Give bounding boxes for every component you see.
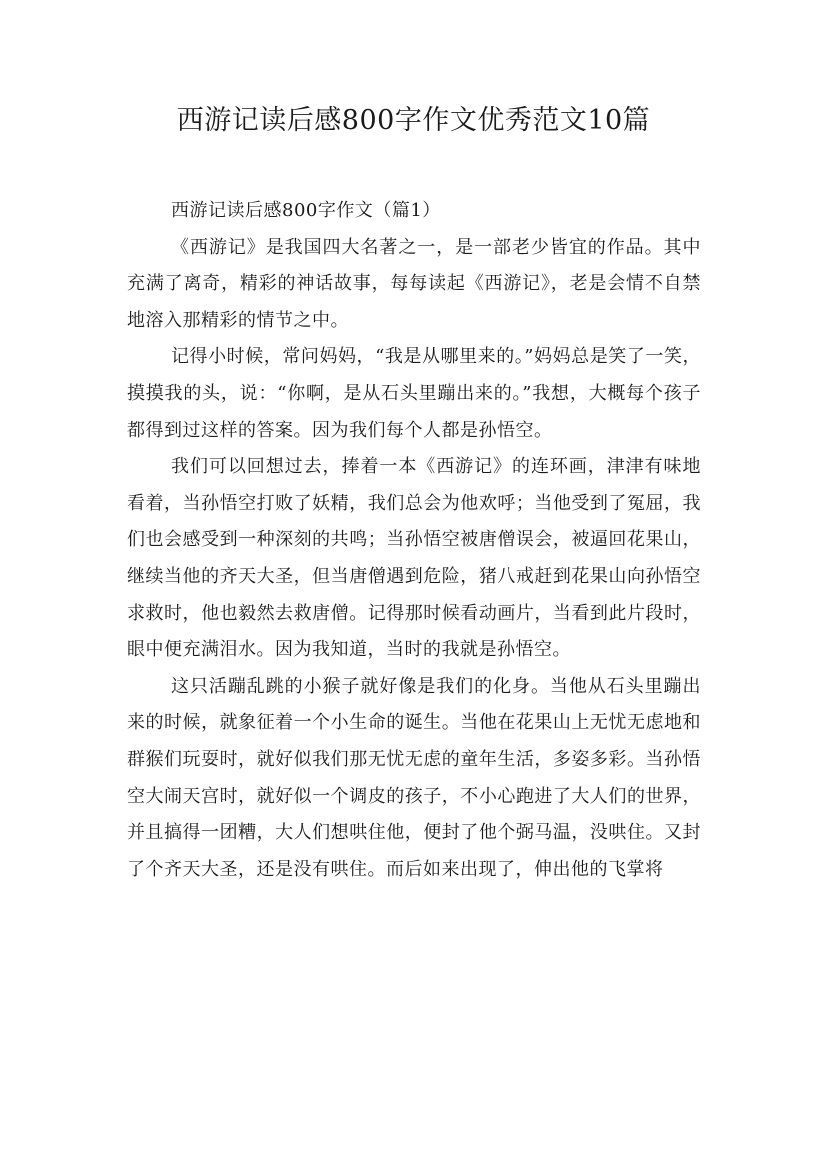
paragraph: 我们可以回想过去，捧着一本《西游记》的连环画，津津有味地看着，当孙悟空打败了妖精，我们总会为他欢呼；当他受到了冤屈，我们也会感受到一种深刻的共鸣；当孙悟空被唐僧误会，被逼回花果山，继续当他的齐天大圣，但当唐僧遇到危险，猪八戒赶到花果山向孙悟空求救时，他也毅然去救唐僧。记得那时候看动画片，当看到此片段时，眼中便充满泪水。因为我知道，当时的我就是孙悟空。 [127,456,701,661]
section-heading: 西游记读后感800字作文（篇1） [171,200,441,221]
paragraph: 这只活蹦乱跳的小猴子就好像是我们的化身。当他从石头里蹦出来的时候，就象征着一个小生命的诞生。当他在花果山上无忧无虑地和群猴们玩耍时，就好似我们那无忧无虑的童年生活，多姿多彩。当孙悟空大闹天宫时，就好似一个调皮的孩子，不小心跑进了大人们的世界，并且搞得一团糟，大人们想哄住他，便封了他个弼马温，没哄住。又封了个齐天大圣，还是没有哄住。而后如来出现了，伸出他的飞掌将 [127,675,701,880]
document-title: 西游记读后感800字作文优秀范文10篇 [176,105,651,136]
paragraph: 记得小时候，常问妈妈，“我是从哪里来的。”妈妈总是笑了一笑，摸摸我的头，说：“你啊，是从石头里蹦出来的。”我想，大概每个孩子都得到过这样的答案。因为我们每个人都是孙悟空。 [127,346,701,441]
paragraph: 《西游记》是我国四大名著之一，是一部老少皆宜的作品。其中充满了离奇，精彩的神话故事，每每读起《西游记》，老是会情不自禁地溶入那精彩的情节之中。 [127,236,701,331]
document-body [127,193,701,888]
